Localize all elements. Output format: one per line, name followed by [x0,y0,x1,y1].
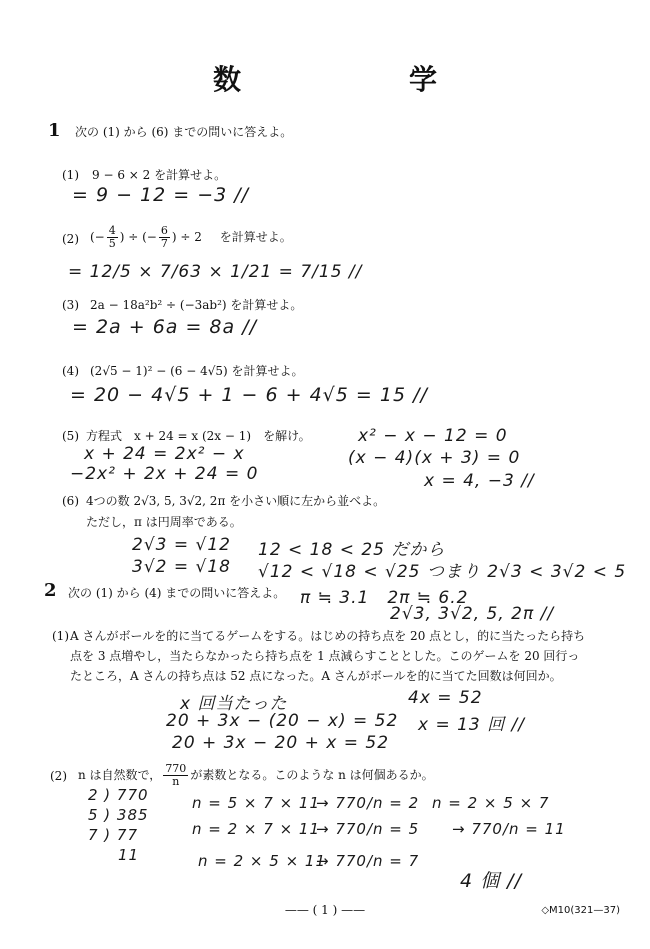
q1-p6-label: (6) [62,494,79,508]
q2-p1-work-2: 20 + 3x − (20 − x) = 52 [166,711,399,731]
q2-p2-case-3: n = 2 × 5 × 11 [198,852,326,870]
q1-p2-fraction-2: $\frac{6}{7}$ [160,224,168,250]
q1-p2-problem [90,222,292,252]
q2-p2-result-3: → 770/n = 7 [316,852,420,870]
q1-p2-answer: = 12/5 × 7/63 × 1/21 = 7/15 // [68,262,363,282]
q2-p2-pre: n は自然数で， [78,768,162,782]
q1-p6-note: ただし，π は円周率である。 [86,515,242,529]
q1-p5-work-1: x + 24 = 2x² − x [84,444,245,464]
q2-p1-work-4: 4x = 52 [408,688,483,708]
q2-p1-text: A さんがボールを的に当てるゲームをする。はじめの持ち点を 20 点とし，的に当たったら持ち点を 3 点増やし，当たらなかったら持ち点を 1 点減らすこととした。このゲームを 20 回行ったところ，A さんの持ち点は 52 点になった。A さんがボールを的に当てた回数は何回か。 [70,629,586,683]
question-1-number: 1 [48,120,61,141]
q2-p2-case-1: n = 5 × 7 × 11 [192,794,320,812]
q1-p5-work-4: (x − 4)(x + 3) = 0 [348,448,521,468]
question-1-instruction: 次の (1) から (6) までの問いに答えよ。 [75,125,293,139]
q1-p4-label: (4) [62,364,79,378]
q1-p4-answer: = 20 − 4√5 + 1 − 6 + 4√5 = 15 // [70,384,428,406]
q1-p6-work-3: 12 < 18 < 25 だから [258,540,446,560]
q1-p6-work-2: 3√2 = √18 [132,557,231,577]
q2-p2-division-1: 2 ) 770 [88,786,149,804]
q1-p5-work-5: x = 4, −3 // [424,471,535,491]
q1-p3-answer: = 2a + 6a = 8a // [72,316,257,338]
q1-p1-label: (1) [62,168,79,182]
q2-p2-fraction: $\frac{770}{n}$ [165,762,187,788]
page-title: 数 学 [212,63,507,96]
q1-p3-problem: 2a − 18a²b² ÷ (−3ab²) を計算せよ。 [90,298,303,312]
q1-p6-work-5: π ≒ 3.1 2π ≒ 6.2 [300,588,469,608]
q1-p6-work-4: √12 < √18 < √25 つまり 2√3 < 3√2 < 5 [258,562,627,582]
q1-p5-work-3: x² − x − 12 = 0 [358,426,508,446]
q2-p2-division-2: 5 ) 385 [88,806,149,824]
q1-p2-label: (2) [62,232,79,246]
exam-code: ◇M10(321—37) [541,905,620,916]
q2-p1-work-5: x = 13 回 // [418,715,526,735]
q1-p4-problem: (2√5 − 1)² − (6 − 4√5) を計算せよ。 [90,364,304,378]
q2-p2-division-3: 7 ) 77 [88,826,139,844]
page-number: —— ( 1 ) —— [284,903,366,917]
q2-p1-label: (1) [52,629,69,643]
q2-p1-work-3: 20 + 3x − 20 + x = 52 [172,733,390,753]
q1-p2-mid: ) ÷ (− [119,230,157,244]
q2-p2-label: (2) [50,769,67,783]
q2-p2-answer: 4 個 // [460,870,522,892]
q1-p2-fraction-1: $\frac{4}{5}$ [108,224,116,250]
question-2-number: 2 [44,580,57,601]
q1-p5-work-2: −2x² + 2x + 24 = 0 [70,464,259,484]
q1-p3-label: (3) [62,298,79,312]
q2-p2-result-4: → 770/n = 11 [452,820,566,838]
q2-p2-result-2: → 770/n = 5 [316,820,420,838]
q2-p2-division-4: 11 [118,846,140,864]
q2-p2-result-1: → 770/n = 2 [316,794,420,812]
q1-p2-open: (− [90,230,105,244]
q1-p6-work-1: 2√3 = √12 [132,535,231,555]
q2-p2-post: が素数となる。このような n は何個あるか。 [190,768,434,782]
q1-p5-problem: 方程式 x + 24 = x (2x − 1) を解け。 [86,429,311,443]
q1-p6-answer: 2√3, 3√2, 5, 2π // [390,604,555,624]
question-2-instruction: 次の (1) から (4) までの問いに答えよ。 [68,586,286,600]
q2-p1-work-1: x 回当たった [180,694,288,714]
q1-p1-answer: = 9 − 12 = −3 // [72,184,250,206]
q1-p6-problem: 4つの数 2√3, 5, 3√2, 2π を小さい順に左から並べよ。 [86,494,386,508]
q1-p2-close: ) ÷ 2 [171,230,202,244]
q1-p2-suffix: を計算せよ。 [219,230,292,244]
q1-p5-label: (5) [62,429,79,443]
q2-p2-case-2: n = 2 × 7 × 11 [192,820,320,838]
q1-p1-problem: 9 − 6 × 2 を計算せよ。 [92,168,227,182]
q2-p2-case-4: n = 2 × 5 × 7 [432,794,550,812]
